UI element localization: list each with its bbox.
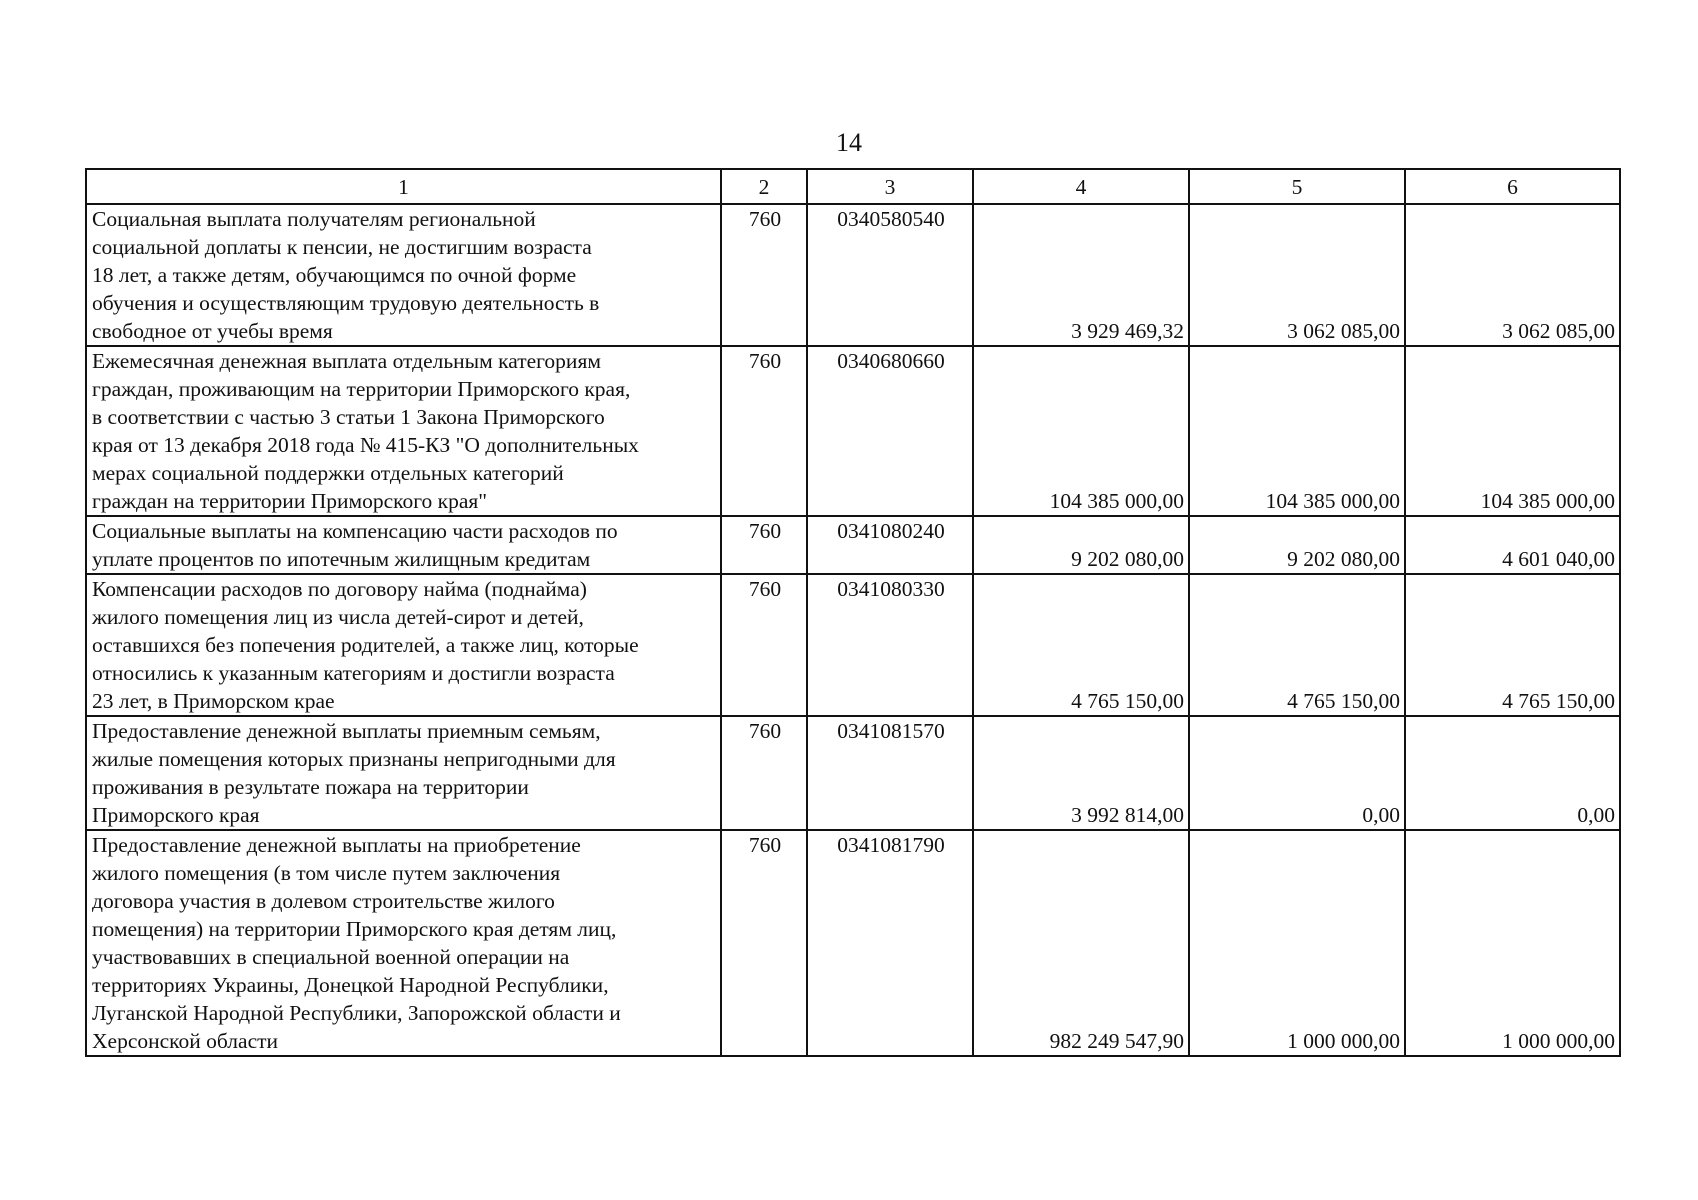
grbs-code-cell: 760 — [721, 830, 807, 1056]
budget-table — [85, 168, 1621, 1057]
amount-col4-cell: 3 992 814,00 — [973, 716, 1189, 830]
expense-name-cell: Ежемесячная денежная выплата отдельным категориям граждан, проживающим на территории Приморского края, в соответствии с частью 3 статьи 1 Закона Приморского края от 13 декабря 2018 года № 415-КЗ "О дополнительных мерах социальной поддержки отдельных категорий граждан на территории Приморского края" — [86, 346, 721, 516]
table-row — [86, 830, 1620, 1056]
table-row — [86, 516, 1620, 574]
table-row — [86, 346, 1620, 516]
amount-col5-cell: 3 062 085,00 — [1189, 204, 1405, 346]
amount-col6-cell: 4 601 040,00 — [1405, 516, 1620, 574]
expense-name-cell: Компенсации расходов по договору найма (поднайма) жилого помещения лиц из числа детей-сирот и детей, оставшихся без попечения родителей, а также лиц, которые относились к указанным категориям и достигли возраста 23 лет, в Приморском крае — [86, 574, 721, 716]
page-number: 14 — [836, 128, 862, 157]
amount-col6-cell: 104 385 000,00 — [1405, 346, 1620, 516]
target-article-cell: 0341081570 — [807, 716, 973, 830]
column-header-2: 2 — [721, 169, 807, 204]
column-header-3: 3 — [807, 169, 973, 204]
column-header-1: 1 — [86, 169, 721, 204]
table-row — [86, 574, 1620, 716]
column-header-4: 4 — [973, 169, 1189, 204]
expense-name-cell: Предоставление денежной выплаты на приобретение жилого помещения (в том числе путем заключения договора участия в долевом строительстве жилого помещения) на территории Приморского края детям лиц, участвовавших в специальной военной операции на территориях Украины, Донецкой Народной Республики, Луганской Народной Республики, Запорожской области и Херсонской области — [86, 830, 721, 1056]
amount-col6-cell: 1 000 000,00 — [1405, 830, 1620, 1056]
amount-col4-cell: 982 249 547,90 — [973, 830, 1189, 1056]
target-article-cell: 0341080240 — [807, 516, 973, 574]
amount-col4-cell: 4 765 150,00 — [973, 574, 1189, 716]
table-row — [86, 204, 1620, 346]
table-header-row — [86, 169, 1620, 204]
amount-col4-cell: 9 202 080,00 — [973, 516, 1189, 574]
amount-col6-cell: 0,00 — [1405, 716, 1620, 830]
target-article-cell: 0340680660 — [807, 346, 973, 516]
grbs-code-cell: 760 — [721, 574, 807, 716]
amount-col6-cell: 3 062 085,00 — [1405, 204, 1620, 346]
grbs-code-cell: 760 — [721, 716, 807, 830]
column-header-5: 5 — [1189, 169, 1405, 204]
target-article-cell: 0341080330 — [807, 574, 973, 716]
amount-col5-cell: 9 202 080,00 — [1189, 516, 1405, 574]
amount-col6-cell: 4 765 150,00 — [1405, 574, 1620, 716]
target-article-cell: 0340580540 — [807, 204, 973, 346]
grbs-code-cell: 760 — [721, 346, 807, 516]
expense-name-cell: Социальные выплаты на компенсацию части расходов по уплате процентов по ипотечным жилищным кредитам — [86, 516, 721, 574]
amount-col4-cell: 104 385 000,00 — [973, 346, 1189, 516]
expense-name-cell: Предоставление денежной выплаты приемным семьям, жилые помещения которых признаны непригодными для проживания в результате пожара на территории Приморского края — [86, 716, 721, 830]
amount-col5-cell: 4 765 150,00 — [1189, 574, 1405, 716]
amount-col5-cell: 0,00 — [1189, 716, 1405, 830]
table-row — [86, 716, 1620, 830]
column-header-6: 6 — [1405, 169, 1620, 204]
expense-name-cell: Социальная выплата получателям региональной социальной доплаты к пенсии, не достигшим возраста 18 лет, а также детям, обучающимся по очной форме обучения и осуществляющим трудовую деятельность в свободное от учебы время — [86, 204, 721, 346]
amount-col5-cell: 1 000 000,00 — [1189, 830, 1405, 1056]
grbs-code-cell: 760 — [721, 204, 807, 346]
grbs-code-cell: 760 — [721, 516, 807, 574]
amount-col4-cell: 3 929 469,32 — [973, 204, 1189, 346]
target-article-cell: 0341081790 — [807, 830, 973, 1056]
amount-col5-cell: 104 385 000,00 — [1189, 346, 1405, 516]
